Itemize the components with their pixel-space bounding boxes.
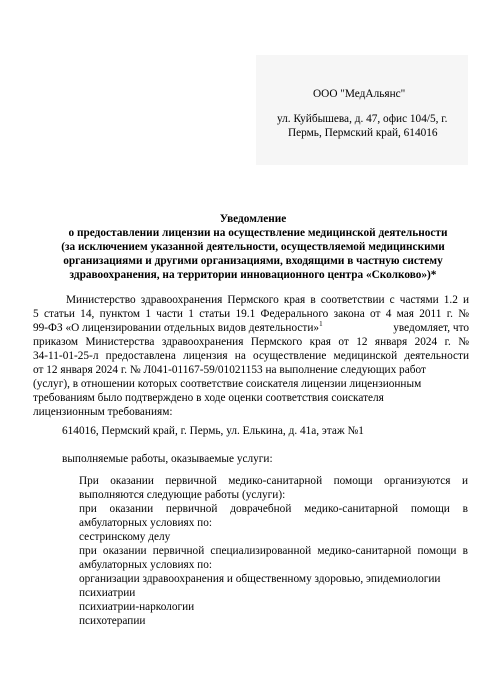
service-line: психотерапии (79, 615, 146, 627)
service-line: психиатрии-наркологии (79, 601, 195, 613)
service-line: при оказании первичной доврачебной медико-санитарной помощи в (79, 503, 468, 515)
recipient-block (256, 55, 468, 165)
notice-subtitle-line: о предоставлении лицензии на осуществление медицинской деятельности (68, 227, 448, 239)
service-line: выполняются следующие работы (услуги): (79, 489, 286, 501)
organization-address-line-1: ул. Куйбышева, д. 47, офис 104/5, г. (277, 113, 448, 125)
service-line: амбулаторных условиях по: (79, 559, 213, 571)
works-label: выполняемые работы, оказываемые услуги: (62, 453, 273, 465)
service-line: сестринскому делу (79, 531, 171, 543)
service-line: организации здравоохранения и общественному здоровью, эпидемиологии (79, 573, 441, 585)
notice-title: Уведомление (219, 213, 287, 225)
body-line: Министерство здравоохранения Пермского края в соответствии с частями 1.2 и (66, 294, 469, 306)
services-list (79, 474, 468, 628)
service-line: амбулаторных условиях по: (79, 517, 213, 529)
service-line: при оказании первичной специализированной медико-санитарной помощи в (79, 545, 468, 557)
organization-name: ООО "МедАльянс" (313, 88, 406, 100)
body-line: требованиям было подтверждено в ходе оценки соответствия соискателя (33, 392, 384, 404)
organization-address-line-2: Пермь, Пермский край, 614016 (288, 127, 438, 139)
body-line-part: уведомляет, что (393, 322, 469, 334)
notice-title-block (40, 212, 466, 282)
body-line: 5 статьи 14, пунктом 1 части 1 статьи 19.1 Федерального закона от 4 мая 2011 г. № (33, 308, 469, 320)
body-line-part: 99-ФЗ «О лицензировании отдельных видов деятельности» (33, 322, 320, 334)
body-line: приказом Министерства здравоохранения Пермского края от 12 января 2024 г. № (33, 336, 469, 348)
body-line (33, 321, 469, 335)
notice-subtitle-line: организациями и другими организациями, входящими в частную систему (63, 255, 443, 267)
body-line: (услуг), в отношении которых соответствие соискателя лицензии лицензионным (33, 378, 422, 390)
footnote-mark: 1 (319, 320, 323, 329)
activity-address: 614016, Пермский край, г. Пермь, ул. Елькина, д. 41а, этаж №1 (62, 425, 364, 437)
service-line: психиатрии (79, 587, 136, 599)
notice-subtitle-line: здравоохранения, на территории инновационного центра «Сколково»)* (69, 269, 437, 281)
service-line: При оказании первичной медико-санитарной помощи организуются и (79, 475, 468, 487)
notice-body-paragraph (33, 293, 469, 419)
notice-subtitle-line: (за исключением указанной деятельности, осуществляемой медицинскими (61, 241, 445, 253)
body-line: лицензионным требованиям: (33, 406, 173, 418)
body-line: от 12 января 2024 г. № Л041-01167-59/01021153 на выполнение следующих работ (33, 364, 426, 376)
body-line: 34-11-01-25-л предоставлена лицензия на осуществление медицинской деятельности (33, 350, 469, 362)
